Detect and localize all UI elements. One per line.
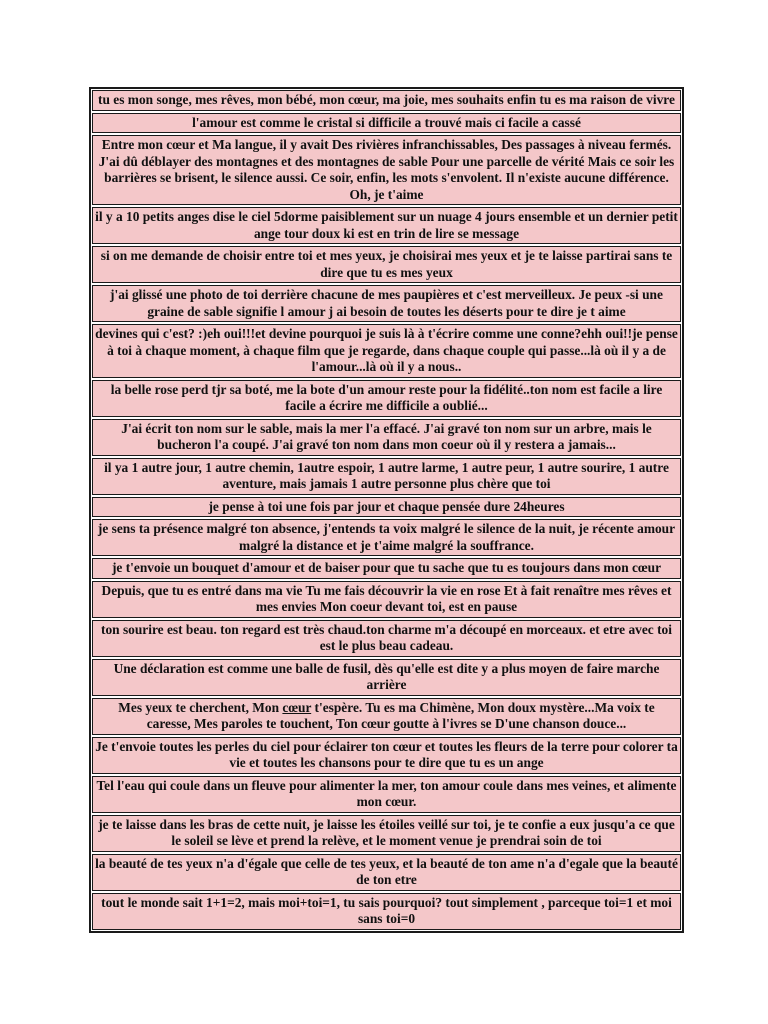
- quote-row: ton sourire est beau. ton regard est très chaud.ton charme m'a découpé en morceaux. et etre avec toi est le plus beau cadeau.: [92, 620, 681, 657]
- quote-row: je te laisse dans les bras de cette nuit, je laisse les étoiles veillé sur toi, je te confie a eux jusqu'a ce que le soleil se lève et prend la relève, et le moment venue je prendrai soin de toi: [92, 815, 681, 852]
- quote-row: Je t'envoie toutes les perles du ciel pour éclairer ton cœur et toutes les fleurs de la terre pour colorer ta vie et toutes les chansons pour te dire que tu es un ange: [92, 737, 681, 774]
- quote-row: la beauté de tes yeux n'a d'égale que celle de tes yeux, et la beauté de ton ame n'a d'egale que la beauté de ton etre: [92, 854, 681, 891]
- quote-row: il y a 10 petits anges dise le ciel 5dorme paisiblement sur un nuage 4 jours ensemble et un dernier petit ange tour doux ki est en trin de lire se message: [92, 207, 681, 244]
- quote-row: J'ai écrit ton nom sur le sable, mais la mer l'a effacé. J'ai gravé ton nom sur un arbre, mais le bucheron l'a coupé. J'ai gravé ton nom dans mon coeur où il y restera a jamais...: [92, 419, 681, 456]
- quote-row: je t'envoie un bouquet d'amour et de baiser pour que tu sache que tu es toujours dans mon cœur: [92, 558, 681, 579]
- quote-row: il ya 1 autre jour, 1 autre chemin, 1autre espoir, 1 autre larme, 1 autre peur, 1 autre sourire, 1 autre aventure, mais jamais 1 autre personne plus chère que toi: [92, 458, 681, 495]
- quote-row: j'ai glissé une photo de toi derrière chacune de mes paupières et c'est merveilleux. Je peux -si une graine de sable signifie l amour j ai besoin de toutes les déserts pour te dire je t aime: [92, 285, 681, 322]
- quote-link[interactable]: cœur: [282, 699, 312, 715]
- quote-row: Tel l'eau qui coule dans un fleuve pour alimenter la mer, ton amour coule dans mes veines, et alimente mon cœur.: [92, 776, 681, 813]
- quote-row: Une déclaration est comme une balle de fusil, dès qu'elle est dite y a plus moyen de faire marche arrière: [92, 659, 681, 696]
- quote-row: l'amour est comme le cristal si difficile a trouvé mais ci facile a cassé: [92, 113, 681, 134]
- quote-text: Mes yeux te cherchent, Mon: [118, 699, 283, 715]
- quote-row: la belle rose perd tjr sa boté, me la bote d'un amour reste pour la fidélité..ton nom est facile a lire facile a écrire me difficile a oublié...: [92, 380, 681, 417]
- quote-row: Entre mon cœur et Ma langue, il y avait Des rivières infranchissables, Des passages à niveau fermés. J'ai dû déblayer des montagnes et des montagnes de sable Pour une parcelle de vérité Mais ce soir les barrières se brisent, le silence aussi. Ce soir, enfin, les mots s'envolent. Il n'existe aucune différence. Oh, je t'aime: [92, 135, 681, 205]
- quote-row: tu es mon songe, mes rêves, mon bébé, mon cœur, ma joie, mes souhaits enfin tu es ma raison de vivre: [92, 90, 681, 111]
- quote-text: t'espère. Tu es ma Chimène, Mon doux mystère...Ma voix te caresse, Mes paroles te touchent, Ton cœur goutte à l'ivres se D'une chanson douce...: [146, 699, 655, 731]
- quote-row: je sens ta présence malgré ton absence, j'entends ta voix malgré le silence de la nuit, je récente amour malgré la distance et je t'aime malgré la souffrance.: [92, 519, 681, 556]
- quote-row: si on me demande de choisir entre toi et mes yeux, je choisirai mes yeux et je te laisse partirai sans te dire que tu es mes yeux: [92, 246, 681, 283]
- quotes-table: [89, 87, 684, 933]
- quote-row: tout le monde sait 1+1=2, mais moi+toi=1, tu sais pourquoi? tout simplement , parceque toi=1 et moi sans toi=0: [92, 893, 681, 930]
- quote-row: Depuis, que tu es entré dans ma vie Tu me fais découvrir la vie en rose Et à fait renaître mes rêves et mes envies Mon coeur devant toi, est en pause: [92, 581, 681, 618]
- quote-row: [92, 698, 681, 735]
- quote-row: je pense à toi une fois par jour et chaque pensée dure 24heures: [92, 497, 681, 518]
- quote-row: devines qui c'est? :)eh oui!!!et devine pourquoi je suis là à t'écrire comme une conne?ehh oui!!je pense à toi à chaque moment, à chaque film que je regarde, dans chaque couple qui passe...là où il y a de l'amour...là où il y a nous..: [92, 324, 681, 378]
